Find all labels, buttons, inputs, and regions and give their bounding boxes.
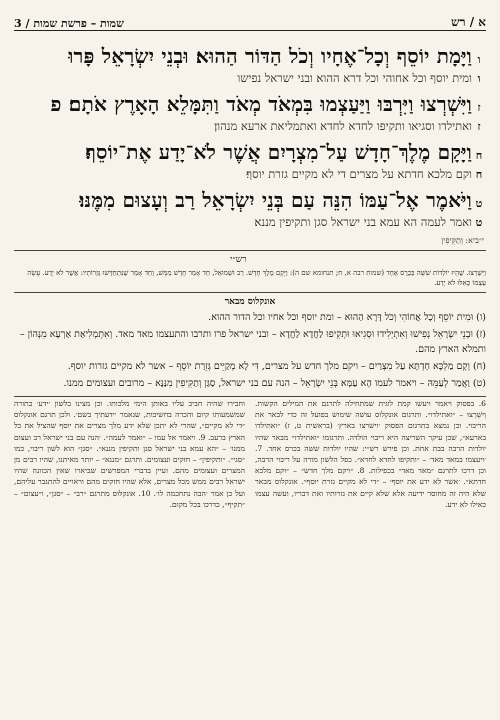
translation-line: (ט) וַאֲמַר לְעַמֵּהּ – ויאמר לעמו הָא עַמָּא בְּנֵי יִשְׂרָאֵל – הנה עם בני ישראל, סַגַּן וְתַקִּיפִין מִנַּנָּא – מרובים ועצומים ממנו. (63, 378, 486, 389)
commentary-column-left: וחבירו שהיה חביב עליו באותן הימי מלכותו. וכן מצינו בלשון ׳ידע׳ בתורה שמשמעותו קיום והכרה בחשיבות, שנאמר ׳ידעתיך בשם׳. ולכן תרגם אונקלוס ״די לא מקיים״, שהרי לא יתכן שלא ידע מלך מצרים את יוסף שהציל את כל הארץ ברעב. 9. ויאמר אל עמו – ״ואמר לעמה״. ׳הנה עם בני ישראל רב ועצום ממנו׳ – ״הא עמא בני ישראל סגן ותקיפין מננא״. ״סגן״ הוא לשון ריבוי, כמו ״סגי״. ״ותקיפין״ – חזקים ועצומים. ותרגם ״מננא״ – יותר מאיתנו, שהיו רבים מן המצרים ועצומים מהם. ועיין בדברי המפרשים שביארו שאין הכוונה שהיו ישראל רבים ממש מכל מצרים, אלא שהיו חזקים מהם וראויים להתגבר עליהם, ועל כן אמר ׳הבה נתחכמה לו׳. 10. אונקלוס מתרגם ״רב״ – ״סגן״, ו״עצום״ – ״תקיף״, כדרכו בכל מקום. (14, 399, 245, 509)
divider (14, 250, 486, 251)
verse-number: ט (475, 216, 483, 229)
rashi-commentary: וַיִּשְׁרְצוּ. שֶׁהָיוּ יוֹלְדוֹת שִׁשָּׁה בְּכֶרֶס אֶחָד (שמות רבה א, ח; תנחומא שם ה): וַיָּקָם מֶלֶךְ חָדָשׁ. רַב וּשְׁמוּאֵל, חַד אָמַר חָדָשׁ מַמָּשׁ, וְחַד אָמַר שֶׁנִּתְחַדְּשׁוּ גְּזֵרוֹתָיו: אֲשֶׁר לֹא יָדַע. עָשָׂה עַצְמוֹ כְּאִלּוּ לֹא יָדַע. (27, 269, 486, 287)
verse-number: ו (477, 53, 481, 66)
onkelos-text: ואתילדו וסגיאו ותקיפו לחדא לחדא ואתמליאת ארעא מנהון׃ (214, 119, 472, 133)
verse-text: וַיִּשְׁרְצוּ וַיִּרְבּוּ וַיַּעַצְמוּ בִּמְאֹד מְאֹד וַתִּמָּלֵא הָאָרֶץ אֹתָם׃ פ (50, 92, 472, 116)
commentary-columns (14, 398, 486, 714)
page-title: שמות – פרשת שמות / 3 (14, 17, 124, 30)
verse-number: ז (477, 101, 481, 114)
footnote-marker: י״ביא: וְתַקִּיפִין (441, 236, 484, 245)
onkelos-text: וקם מלכא חדתא על מצרים די לא מקיים גזרת יוסף׃ (246, 167, 472, 181)
verse-text: וַיָּמָת יוֹסֵף וְכָל־אֶחָיו וְכֹל הַדּוֹר הַהוּא׃ וּבְנֵי יִשְׂרָאֵל פָּרוּ (68, 44, 472, 68)
translation-line: (ו) וּמִית יוֹסֵף וְכָל אֲחוֹהִי וְכֹל דָּרָא הַהוּא – ומת יוסף וכל אחיו וכל הדור ההוא. (208, 312, 486, 323)
verse-block (14, 188, 486, 229)
onkelos-explained (18, 310, 486, 394)
verse-block (14, 92, 486, 133)
verse-block (14, 140, 486, 181)
divider (14, 396, 486, 397)
verse-block (14, 44, 486, 85)
onkelos-text: ומית יוסף וכל אחוהי וכל דרא ההוא׃ ובני ישראל נפישו (237, 71, 472, 85)
translation-line: (ח) וְקָם מַלְכָּא חַדְתָּא עַל מִצְרַיִם – ויקם מלך חדש על מצרים, דִּי לָא מְקַיֵּים גְּזֵרַת יוֹסֵף – אשר לא מקיים גזרות יוסף. (67, 361, 486, 372)
onkelos-text: ואמר לעמה הא עמא בני ישראל סגן ותקיפין מננא׃ (254, 215, 472, 229)
commentary-column-right: 6. בפסוק ויאמר ויעשו קמת לוגית שמתחילה לתרגם את המילים הקשות. וְיִשְׁרְצוּ – ״ואתילדו״. ותרגום אונקלוס עושה שימוש בפועל זה כדי לבאר את הריבוי. וכן נמצא בתרגום הפסוק ׳וישרצו בארץ׳ (בראשית ט, ז) ״ואתילדו בארעא״, שכן עיקר השריצה היא ריבוי הולדה. ותרגומו ״ואתילדו״ מבאר שהיו יולדות הרבה בבת אחת. וכן פירש רש״י: שהיו יולדות ששה בכרס אחד. 7. ׳ויעצמו במאד מאד׳ – ״ותקיפו לחדא לחדא״. כפל הלשון מורה על ריבוי הרבה, וכן דרכו לתרגם ״מאד מאד״ בכפילות. 8. ״ויקם מלך חדש״ – ״וקם מלכא חדתא״. ׳אשר לא ידע את יוסף׳ – ״די לא מקיים גזרת יוסף״. אונקלוס מבאר שלא היה זה מחוסר ידיעה אלא שלא קיים את גזרותיו ואת דבריו, ועשה עצמו כאילו לא ידע. (255, 399, 486, 509)
verse-number: ח (475, 168, 483, 181)
divider (14, 292, 486, 293)
page-reference: א / רש (451, 15, 486, 29)
verse-number: ז (477, 120, 481, 133)
verse-number: ח (475, 149, 483, 162)
translation-line: (ז) וּבְנֵי יִשְׂרָאֵל נְפִישׁוּ וְאִתְיְלִידוּ וּסְגִיאוּ וּתְקִיפוּ לַחֲדָא לַחֲדָא – ובני ישראל פרו ותרבו והתעצמו מאד מאד. וְאִתְמְלִיאַת אַרְעָא מִנְּהוֹן – ותמלא הארץ מהם. (19, 329, 486, 355)
verse-number: ו (477, 72, 481, 85)
verse-text: וַיָּקָם מֶלֶךְ־חָדָשׁ עַל־מִצְרָיִם אֲשֶׁר לֹא־יָדַע אֶת־יוֹסֵף׃ (85, 140, 472, 164)
page-header (14, 8, 486, 31)
section-title: אונקלוס מבאר (224, 297, 276, 307)
verse-text: וַיֹּאמֶר אֶל־עַמּוֹ הִנֵּה עַם בְּנֵי יִשְׂרָאֵל רַב וְעָצוּם מִמֶּנּוּ׃ (79, 188, 472, 212)
rashi-heading: רש״י (230, 255, 247, 265)
verse-number: ט (475, 197, 483, 210)
